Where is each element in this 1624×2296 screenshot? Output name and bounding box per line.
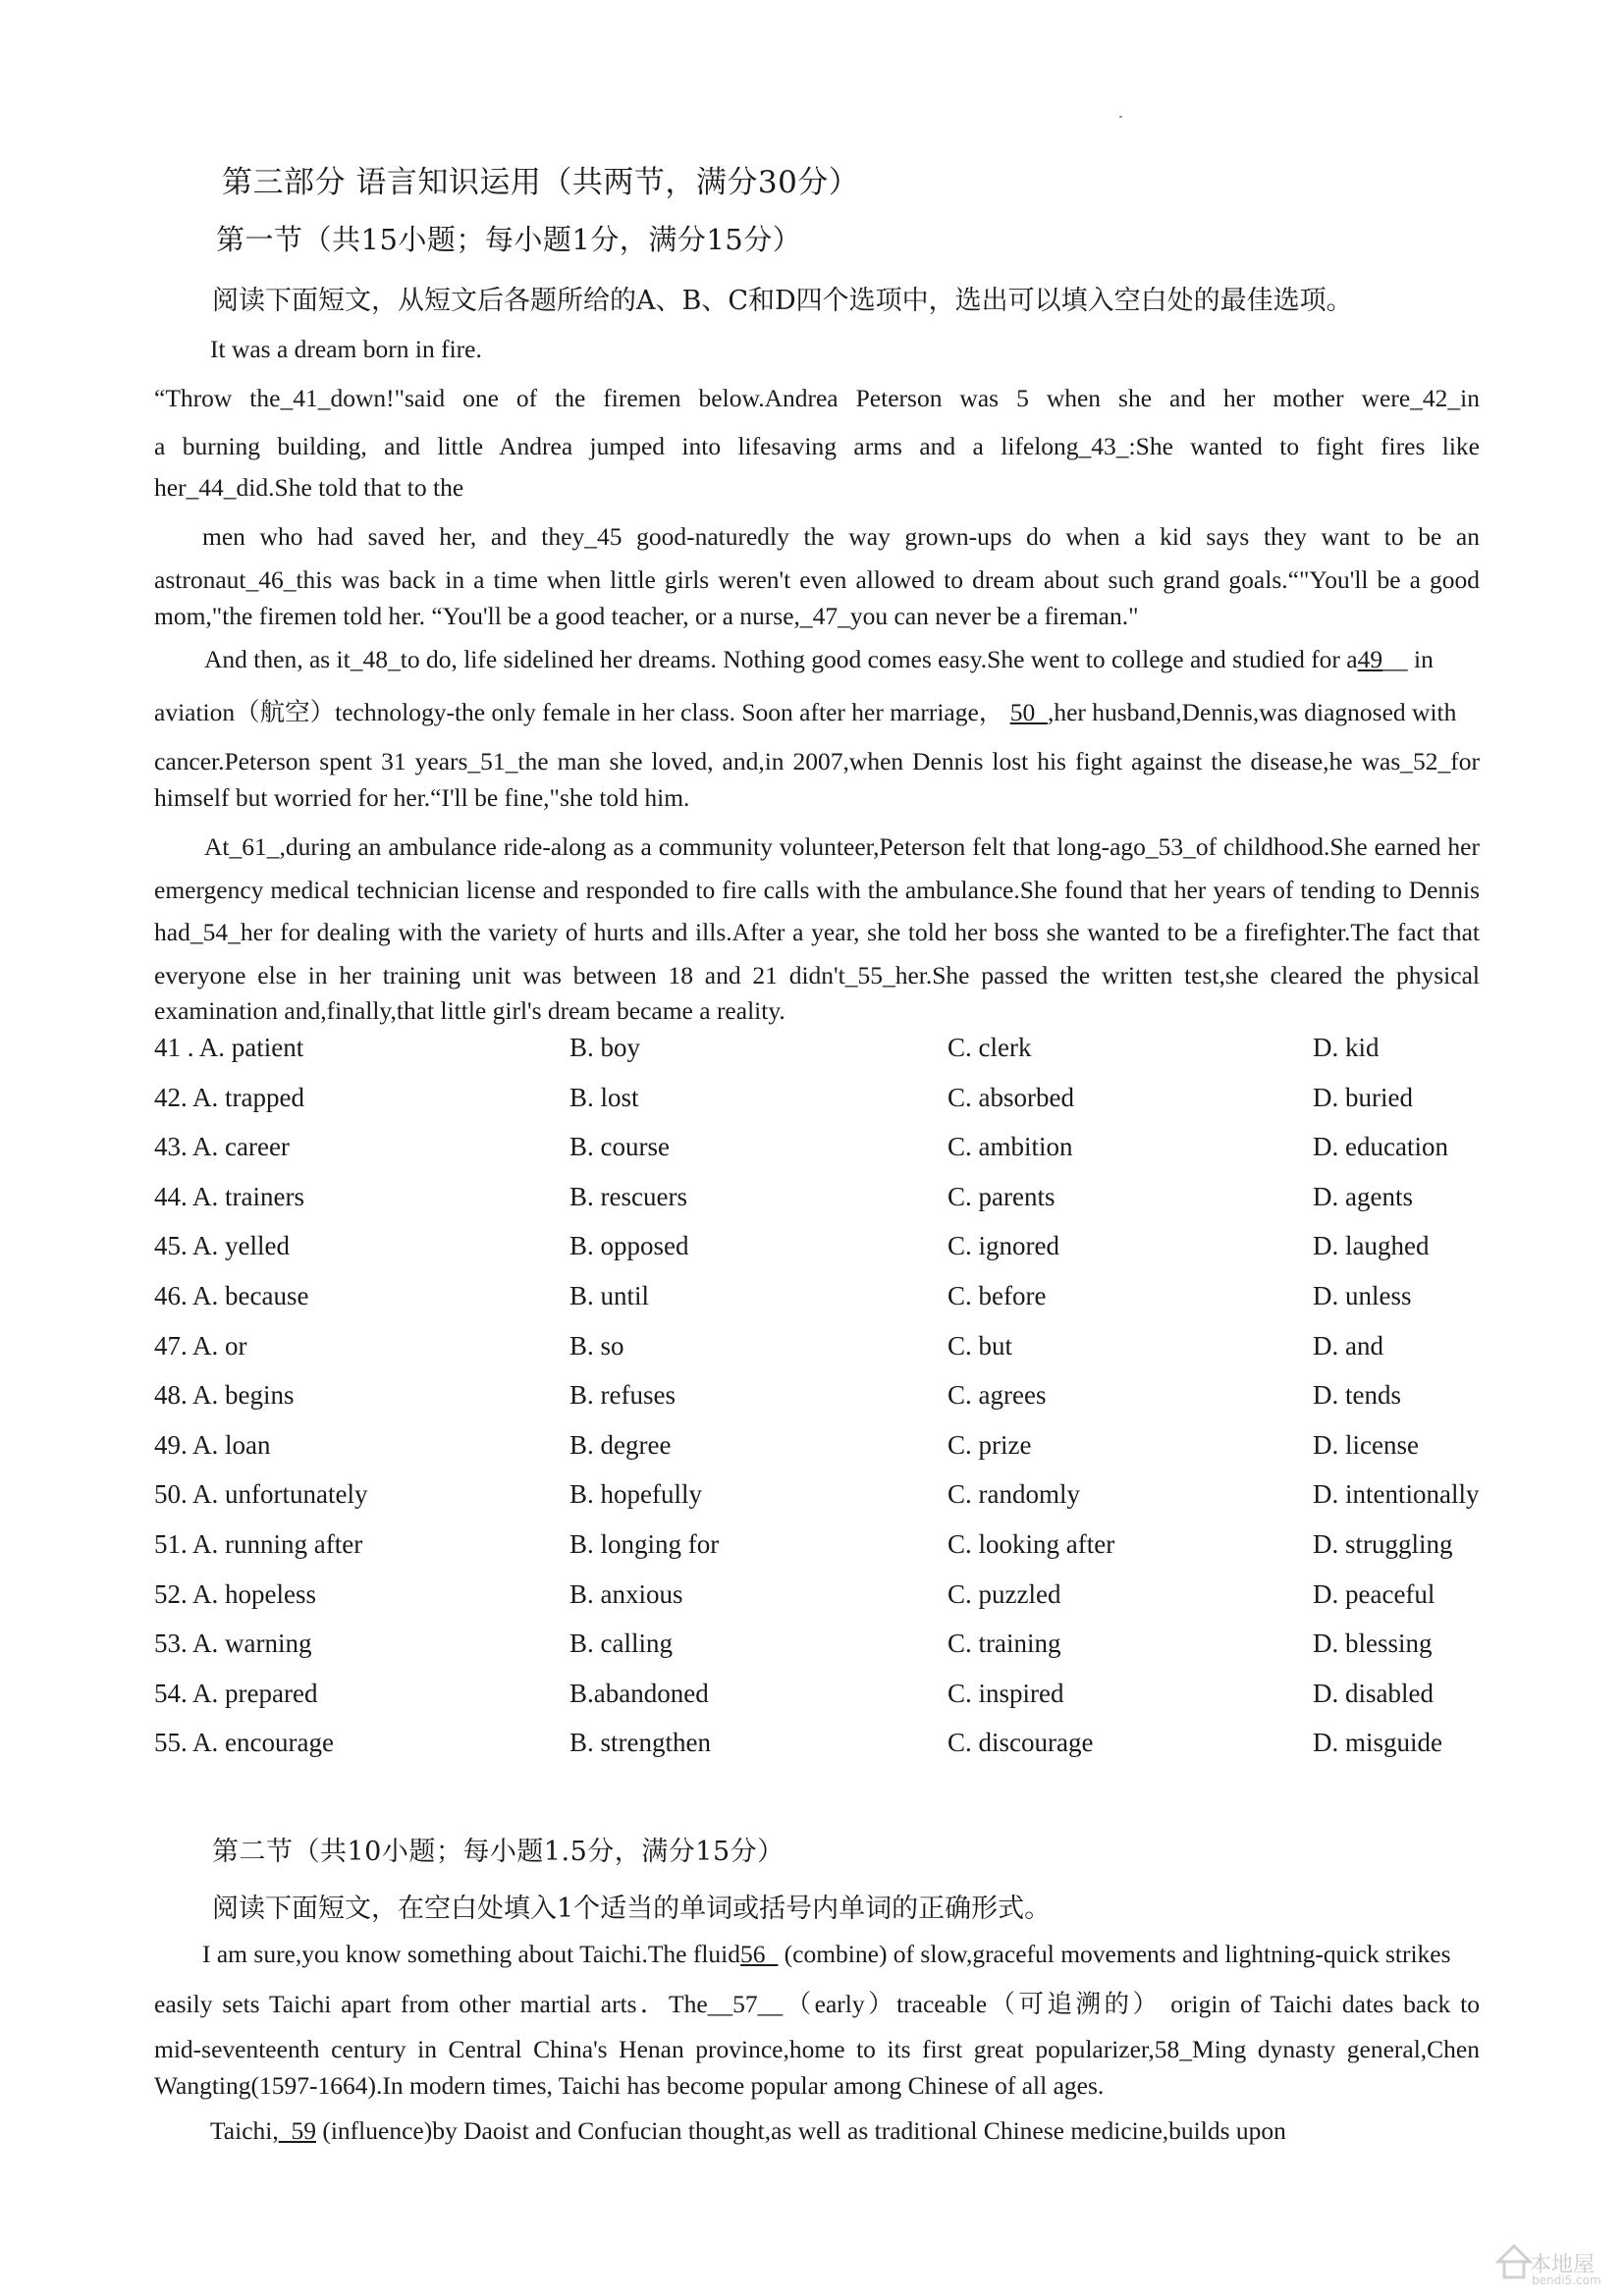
section1-instruction: 阅读下面短文，从短文后各题所给的A、B、C和D四个选项中，选出可以填入空白处的最佳选项。 (212, 286, 1353, 316)
option-c: C. puzzled (947, 1578, 1061, 1609)
options-list (154, 1033, 1509, 1778)
passage1-line: It was a dream born in fire. (210, 335, 482, 363)
option-a: 49. A. loan (154, 1429, 271, 1460)
option-d: D. and (1313, 1330, 1383, 1361)
option-a: 42. A. trapped (154, 1082, 304, 1112)
option-a: 45. A. yelled (154, 1231, 290, 1261)
passage1-line: aviation（航空）technology-the only female in her class. Soon after her marriage， 50_,her husband,Dennis,was diagnosed with (154, 698, 1457, 726)
option-c: C. ambition (947, 1132, 1073, 1162)
option-b: B. opposed (569, 1231, 689, 1261)
option-c: C. agrees (947, 1380, 1047, 1411)
option-row (154, 1479, 1509, 1529)
option-b: B. strengthen (569, 1728, 711, 1758)
passage2-line: easily sets Taichi apart from other martial arts．The__57__（early）traceable（可追溯的） origin of Taichi dates back to (154, 1990, 1480, 2018)
blank-number: 50 (1009, 698, 1036, 726)
option-c: C. but (947, 1330, 1013, 1361)
text-segment: (combine) of slow,graceful movements and lightning-quick strikes (784, 1940, 1451, 1968)
option-d: D. unless (1313, 1280, 1412, 1310)
passage1-line: And then, as it_48_to do, life sidelined her dreams. Nothing good comes easy.She went to college and studied for a49__ in (204, 645, 1434, 673)
option-c: C. inspired (947, 1678, 1064, 1708)
option-a: 54. A. prepared (154, 1678, 318, 1708)
option-a: 50. A. unfortunately (154, 1479, 368, 1510)
option-b: B. so (569, 1330, 624, 1361)
option-row (154, 1679, 1509, 1729)
passage2-line: Wangting(1597-1664).In modern times, Taichi has become popular among Chinese of all ages. (154, 2071, 1105, 2100)
option-row (154, 1281, 1509, 1331)
option-row (154, 1033, 1509, 1083)
passage1-line: emergency medical technician license and responded to fire calls with the ambulance.She found that her years of tending to Dennis (154, 876, 1480, 904)
option-a: 46. A. because (154, 1280, 309, 1310)
option-c: C. absorbed (947, 1082, 1074, 1112)
passage1-line: “Throw the_41_down!"said one of the firemen below.Andrea Peterson was 5 when she and her mother were_42_in (154, 384, 1480, 412)
part3-title: 第三部分 语言知识运用（共两节，满分30分） (222, 165, 860, 200)
option-d: D. intentionally (1313, 1479, 1480, 1510)
passage2-line: I am sure,you know something about Taichi.The fluid56_ (combine) of slow,graceful movements and lightning-quick strikes (202, 1940, 1451, 1968)
option-d: D. blessing (1313, 1629, 1433, 1659)
option-a: 55. A. encourage (154, 1728, 334, 1758)
option-row (154, 1083, 1509, 1133)
option-d: D. laughed (1313, 1231, 1430, 1261)
text-segment: And then, as it_48_to do, life sidelined her dreams. Nothing good comes easy.She went to college and studied for a (204, 645, 1358, 673)
passage1-line: her_44_did.She told that to the (154, 473, 464, 502)
option-d: D. disabled (1313, 1678, 1434, 1708)
section1-title: 第一节（共15小题；每小题1分，满分15分） (216, 223, 802, 256)
option-b: B. degree (569, 1429, 672, 1460)
text-segment: ,her husband,Dennis,was diagnosed with (1047, 698, 1457, 726)
option-row (154, 1331, 1509, 1381)
watermark-text: 本地屋 (1530, 2253, 1596, 2277)
option-b: B. until (569, 1280, 650, 1310)
option-d: D. kid (1313, 1033, 1380, 1062)
watermark-url: bendi5.com (1532, 2273, 1601, 2287)
passage2-line: mid-seventeenth century in Central China's Henan province,home to its first great popularizer,58_Ming dynasty general,Chen (154, 2035, 1480, 2063)
option-b: B. anxious (569, 1578, 683, 1609)
option-row (154, 1231, 1509, 1281)
option-b: B. boy (569, 1033, 641, 1062)
option-b: B.abandoned (569, 1678, 709, 1708)
passage1-line: had_54_her for dealing with the variety of hurts and ills.After a year, she told her boss she wanted to be a firefighter.The fact that (154, 918, 1480, 946)
section2-instruction: 阅读下面短文，在空白处填入1个适当的单词或括号内单词的正确形式。 (212, 1894, 1052, 1924)
passage1-line: men who had saved her, and they_45 good-naturedly the way grown-ups do when a kid says they want to be an (202, 522, 1480, 551)
option-d: D. agents (1313, 1181, 1413, 1211)
passage1-line: himself but worried for her.“I'll be fine,"she told him. (154, 783, 690, 812)
option-row (154, 1132, 1509, 1182)
option-c: C. randomly (947, 1479, 1080, 1510)
passage1-line: everyone else in her training unit was between 18 and 21 didn't_55_her.She passed the written test,she cleared the physical (154, 961, 1480, 989)
option-b: B. course (569, 1132, 670, 1162)
option-c: C. looking after (947, 1528, 1115, 1559)
passage1-line: mom,"the firemen told her. “You'll be a good teacher, or a nurse,_47_you can never be a fireman." (154, 602, 1139, 630)
option-a: 51. A. running after (154, 1528, 363, 1559)
passage1-line: a burning building, and little Andrea jumped into lifesaving arms and a lifelong_43_:She wanted to fight fires like (154, 432, 1480, 460)
option-b: B. rescuers (569, 1181, 687, 1211)
text-segment: aviation（航空）technology-the only female in her class. Soon after her marriage， (154, 698, 1004, 726)
option-row (154, 1529, 1509, 1579)
option-row (154, 1430, 1509, 1480)
blank-number: 56 (740, 1940, 766, 1968)
option-row (154, 1182, 1509, 1232)
option-b: B. refuses (569, 1380, 676, 1411)
option-row (154, 1629, 1509, 1679)
passage1-line: astronaut_46_this was back in a time when little girls weren't even allowed to dream about such grand goals.“"You'll be a good (154, 565, 1480, 594)
passage1-line: At_61_,during an ambulance ride-along as a community volunteer,Peterson felt that long-ago_53_of childhood.She earned her (204, 832, 1480, 861)
passage1-line: examination and,finally,that little girl's dream became a reality. (154, 996, 785, 1025)
option-d: D. tends (1313, 1380, 1401, 1411)
option-c: C. before (947, 1280, 1047, 1310)
option-a: 44. A. trainers (154, 1181, 304, 1211)
option-c: C. parents (947, 1181, 1056, 1211)
option-c: C. training (947, 1629, 1061, 1659)
option-row (154, 1380, 1509, 1430)
option-a: 43. A. career (154, 1132, 290, 1162)
option-d: D. struggling (1313, 1528, 1453, 1559)
option-a: 47. A. or (154, 1330, 247, 1361)
option-c: C. prize (947, 1429, 1032, 1460)
option-row (154, 1579, 1509, 1629)
blank-number: 49 (1357, 645, 1383, 673)
option-b: B. hopefully (569, 1479, 702, 1510)
text-segment: Taichi, (210, 2116, 279, 2145)
blank-number: 59 (291, 2116, 316, 2145)
option-row (154, 1728, 1509, 1778)
option-b: B. lost (569, 1082, 639, 1112)
option-d: D. misguide (1313, 1728, 1442, 1758)
option-a: 48. A. begins (154, 1380, 295, 1411)
scan-speck (1119, 116, 1122, 118)
option-c: C. ignored (947, 1231, 1059, 1261)
option-d: D. buried (1313, 1082, 1413, 1112)
option-b: B. calling (569, 1629, 673, 1659)
option-d: D. peaceful (1313, 1578, 1435, 1609)
option-c: C. discourage (947, 1728, 1094, 1758)
option-a: 41 . A. patient (154, 1033, 304, 1062)
text-segment: in (1414, 645, 1434, 673)
text-segment: (influence)by Daoist and Confucian thought,as well as traditional Chinese medicine,builds upon (322, 2116, 1286, 2145)
passage1-line: cancer.Peterson spent 31 years_51_the man she loved, and,in 2007,when Dennis lost his fight against the disease,he was_52_for (154, 747, 1480, 775)
option-d: D. education (1313, 1132, 1448, 1162)
section2-title: 第二节（共10小题；每小题1.5分，满分15分） (212, 1837, 785, 1867)
option-a: 53. A. warning (154, 1629, 312, 1659)
option-d: D. license (1313, 1429, 1419, 1460)
passage2-line: Taichi,_59 (influence)by Daoist and Confucian thought,as well as traditional Chinese medicine,builds upon (210, 2116, 1286, 2145)
text-segment: I am sure,you know something about Taichi.The fluid (202, 1940, 741, 1968)
option-a: 52. A. hopeless (154, 1578, 316, 1609)
option-c: C. clerk (947, 1033, 1032, 1062)
option-b: B. longing for (569, 1528, 720, 1559)
